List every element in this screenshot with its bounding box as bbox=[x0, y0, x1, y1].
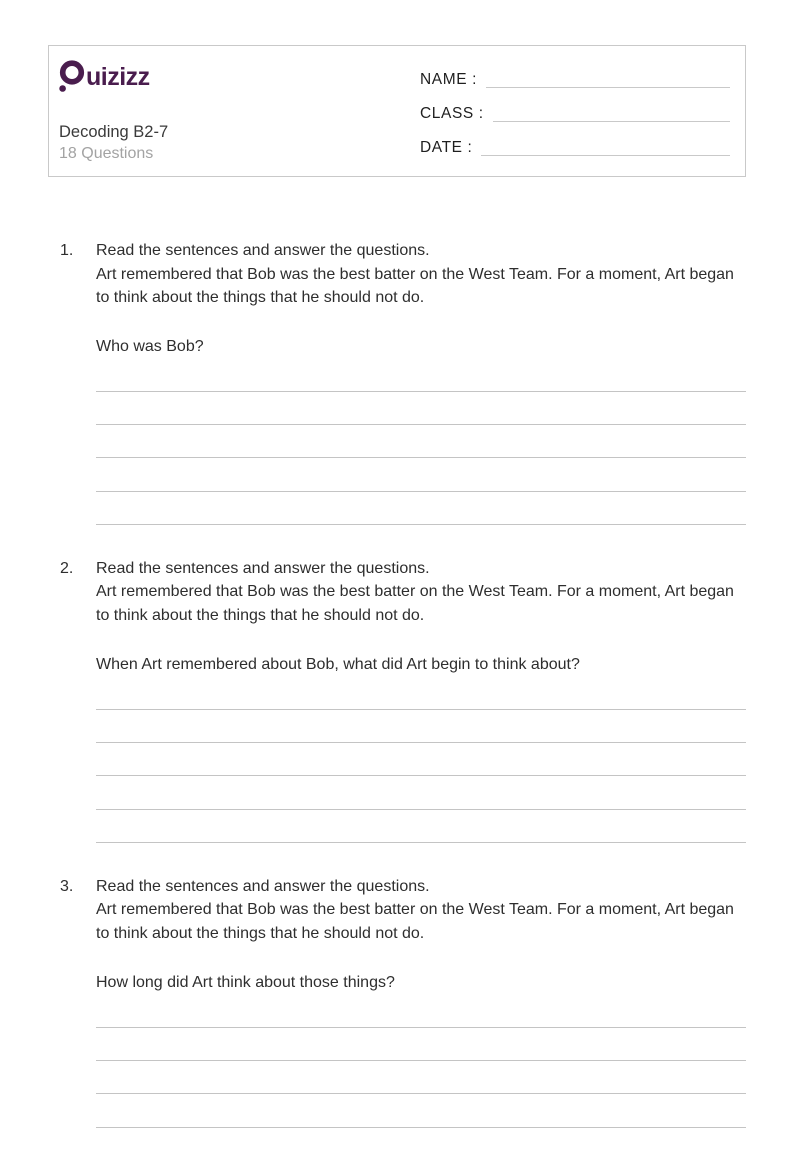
date-label: DATE : bbox=[420, 139, 473, 156]
question-count: 18 Questions bbox=[59, 145, 154, 162]
answer-line bbox=[96, 425, 746, 458]
worksheet-title: Decoding B2-7 bbox=[59, 123, 169, 141]
header-card bbox=[48, 45, 746, 177]
answer-lines bbox=[96, 359, 746, 525]
question-instruction: Read the sentences and answer the questions. bbox=[96, 559, 430, 577]
student-fields bbox=[420, 55, 730, 157]
class-blank-line bbox=[493, 120, 730, 122]
question-number: 3. bbox=[60, 877, 74, 895]
class-field-row bbox=[420, 89, 730, 123]
question-number: 1. bbox=[60, 242, 74, 259]
question-prompt: Who was Bob? bbox=[96, 338, 204, 355]
answer-line bbox=[96, 492, 746, 525]
question-prompt: How long did Art think about those things? bbox=[96, 973, 395, 991]
name-label: NAME : bbox=[420, 71, 477, 88]
question-content bbox=[96, 557, 746, 843]
answer-line bbox=[96, 676, 746, 709]
date-blank-line bbox=[481, 154, 730, 156]
question-content bbox=[96, 239, 746, 525]
answer-line bbox=[96, 1028, 746, 1061]
answer-line bbox=[96, 743, 746, 776]
worksheet-page bbox=[0, 45, 794, 1128]
date-field-row bbox=[420, 123, 730, 157]
question-passage: Art remembered that Bob was the best batter on the West Team. For a moment, Art began to think about the things that he should not do. bbox=[96, 901, 734, 942]
answer-lines bbox=[96, 676, 746, 842]
question-item bbox=[60, 875, 746, 1128]
answer-line bbox=[96, 994, 746, 1027]
questions-list bbox=[60, 239, 746, 1128]
answer-line bbox=[96, 359, 746, 392]
name-field-row bbox=[420, 55, 730, 89]
quizizz-q-icon bbox=[58, 59, 85, 93]
title-block bbox=[59, 122, 168, 164]
answer-line bbox=[96, 710, 746, 743]
question-number: 2. bbox=[60, 559, 74, 577]
name-blank-line bbox=[486, 86, 730, 88]
question-passage: Art remembered that Bob was the best batter on the West Team. For a moment, Art began to think about the things that he should not do. bbox=[96, 583, 734, 624]
question-instruction: Read the sentences and answer the questions. bbox=[96, 877, 430, 895]
answer-line bbox=[96, 1061, 746, 1094]
question-instruction: Read the sentences and answer the questions. bbox=[96, 242, 430, 259]
answer-line bbox=[96, 392, 746, 425]
question-item bbox=[60, 239, 746, 525]
question-passage: Art remembered that Bob was the best batter on the West Team. For a moment, Art began to think about the things that he should not do. bbox=[96, 265, 734, 306]
class-label: CLASS : bbox=[420, 105, 484, 122]
question-prompt: When Art remembered about Bob, what did Art begin to think about? bbox=[96, 655, 580, 673]
question-item bbox=[60, 557, 746, 843]
answer-lines bbox=[96, 994, 746, 1127]
quizizz-logo bbox=[58, 59, 150, 93]
question-content bbox=[96, 875, 746, 1128]
quizizz-logo-text: uizizz bbox=[86, 63, 150, 91]
answer-line bbox=[96, 810, 746, 843]
answer-line bbox=[96, 776, 746, 809]
answer-line bbox=[96, 458, 746, 491]
